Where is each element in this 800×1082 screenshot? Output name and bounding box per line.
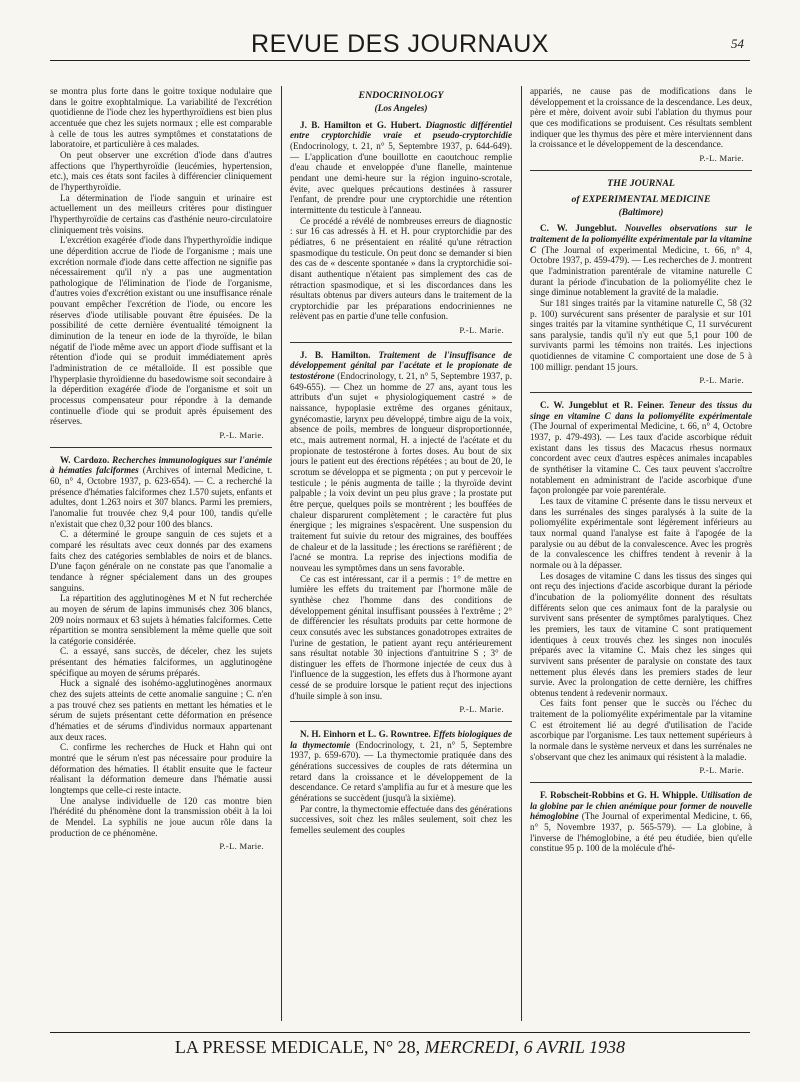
article-abstract <box>530 790 752 854</box>
paragraph: C. confirme les recherches de Huck et Hahn qui ont montré que le sérum n'est pas nécessaire pour produire la déformation des hématies. Il établit ensuite que le facteur réalisant la déformation demeure dans l'hématie aussi longtemps que celle-ci reste intacte. <box>50 742 272 795</box>
paragraph: Huck a signalé des isohémo-agglutinogènes anormaux chez des sujets atteints de cette anomalie sanguine ; C. n'en a pas trouvé chez ses patients en mettant les hématies et le sérum de sujets présentant cette déformation en présence d'hématies et de sérums d'individus normaux appartenant aux deux races. <box>50 678 272 742</box>
article-title: Diagnostic différentiel entre cryptorchidie vraie et pseudo-cryptorchidie <box>290 119 512 141</box>
article-separator <box>530 170 752 171</box>
section-heading: THE JOURNAL <box>607 177 675 189</box>
article-authors: C. W. Jungeblut et R. Feiner. <box>540 400 665 411</box>
article-authors: F. Robscheit-Robbins et G. H. Whipple. <box>540 790 698 801</box>
paragraph: On peut observer une excrétion d'iode dans d'autres affections que l'hyperthyroïdie (leucémies, hypertension, etc.), mais ces états sont faciles à différencier cliniquement de l'hyperthyroïdie. <box>50 149 272 192</box>
article-reference: (Endocrinology, t. 21, n° 5, Septembre 1937, p. 659-670). — La thymectomie pratiquée dans des générations successives de couples de rats détermina un retard dans la croissance et le développement de la descendance. Ce retard s'amplifia au fur et à mesure que les générations se succèdent (jusqu'à la sixième). <box>290 739 512 804</box>
article-separator <box>530 392 752 393</box>
article-columns <box>50 86 752 1021</box>
paragraph: C. a déterminé le groupe sanguin de ces sujets et a comparé les résultats avec ceux donnés par des examens faits chez des catégories semblables de noirs et de blancs. D'une façon générale on ne constate pas que l'anomalie a tendance à régner spécialement dans un des groupes sanguins. <box>50 529 272 593</box>
article-authors: J. B. Hamilton et G. Hubert. <box>300 119 422 130</box>
article-reference: (The Journal of experimental Medicine, t. 66, n° 4, Octobre 1937, p. 479-493). — Les taux d'acide ascorbique réduit existant dans les tissus des Macacus rhesus normaux concordent avec ceux d'autres espèces animales incapables de synthétiser la vitamine C. Ces taux peuvent s'accroître notablement en administrant de l'acide ascorbique d'une façon prolongée par voie parentérale. <box>530 421 752 496</box>
paragraph: Les dosages de vitamine C dans les tissus des singes qui ont reçu des injections d'acide ascorbique durant la période d'incubation de la poliomyélite donnent des résultats différents selon que ces animaux font de la paralysie ou survivent sans présenter de symptômes paralytiques. Chez les premiers, les taux de vitamine C sont pratiquement identiques à ceux trouvés chez les singes non inoculés préparés avec la vitamine C. Mais chez les singes qui survivent sans présenter de paralysie on constate des taux nettement plus élevés dans les premiers stades de leur survie. Avec la prolongation de cette dernière, les chiffres obtenus tendent à redevenir normaux. <box>530 570 752 698</box>
article-abstract <box>50 455 272 530</box>
article-abstract <box>290 729 512 804</box>
paragraph: Ces faits font penser que le succès ou l'échec du traitement de la poliomyélite expérimentale par la vitamine C est étroitement lié au degré d'utilisation de l'acide ascorbique par l'organisme. Les taux nettement supérieurs à la normale dans le système nerveux et dans les surrénales ne s'observant que chez les animaux qui résistent à la maladie. <box>530 698 752 762</box>
section-heading: ENDOCRINOLOGY <box>358 90 444 101</box>
article-separator <box>530 782 752 783</box>
paragraph: Une analyse individuelle de 120 cas montre bien l'hérédité du phénomène dont la transmission obéit à la loi de Mendel. La syphilis ne joue aucun rôle dans la production de ce phénomène. <box>50 795 272 838</box>
page-header <box>50 30 750 61</box>
article-authors: N. H. Einhorn et L. G. Rowntree. <box>300 729 431 740</box>
footer-date: MERCREDI, 6 AVRIL 1938 <box>424 1037 626 1057</box>
section-subheading: (Los Angeles) <box>374 104 428 114</box>
section-heading-line2: of EXPERIMENTAL MEDICINE <box>571 193 711 205</box>
article-reference: (Endocrinology, t. 21, n° 5, Septembre 1937, p. 644-649). — L'application d'une bouillotte en caoutchouc remplie d'eau chaude et enveloppée d'une flanelle, maintenue pendant une demi-heure sur la région inguino-scrotale, évite, avec quelques précautions destinées à rassurer l'enfant, de prendre pour une cryptorchidie une rétention intermittente du testicule à l'anneau. <box>290 140 512 215</box>
article-title: Teneur des tissus du singe en vitamine C dans la poliomyélite expérimentale <box>530 400 752 421</box>
article-reference: (The Journal of experimental Medicine, t. 66, n° 4, Octobre 1937, p. 459-479). — Les recherches de J. montrent que l'administration parentérale de vitamine naturelle C durant la période d'incubation de la poliomyélite chez le singe diminue notablement la gravité de la maladie. <box>530 244 752 298</box>
paragraph: se montra plus forte dans le goitre toxique nodulaire que dans le goitre exophtalmique. La variabilité de l'excrétion quotidienne de l'iode chez les hyperthyroïdiens est bien plus accentuée que chez les sujets normaux ; elle est comparable à celle de tous les autres symptômes et constatations de laboratoire, et particulière à ces malades. <box>50 86 272 150</box>
paragraph: La détermination de l'iode sanguin et urinaire est actuellement un des meilleurs critères pour distinguer l'hyperthyroïdie de certains cas d'asthénie neuro-circulatoire cliniquement très voisins. <box>50 192 272 235</box>
article-title: Utilisation de la globine par le chien anémique pour former de nouvelle hémoglobine <box>530 790 752 822</box>
article-reference: (Archives of internal Medicine, t. 60, n° 4, Octobre 1937, p. 623-654). — C. a recherché la présence d'hématies falciformes chez 1.570 sujets, enfants et adultes, dont 1.263 noirs et 307 blancs. Parmi les premiers, l'anomalie fut trouvée chez 9,4 pour 100, tandis qu'elle n'existait que chez 0,32 pour 100 des blancs. <box>50 465 272 529</box>
article-title: Effets biologiques de la thymectomie <box>290 729 512 750</box>
column-left <box>50 86 272 1021</box>
article-reference: (Endocrinology, t. 21, n° 5, Septembre 1937, p. 649-655). — Chez un homme de 27 ans, ayant tous les attributs d'un sujet « physiologiquement castré » de naissance, hypoplasie extrême des organes génitaux, gynécomastie, larynx peu développé, timbre aigu de la voix, absence de poils, membres de longueur disproportionnée, etc., mais autrement normal, H. a injecté de l'acétate et du propionate de testostérone à fortes doses. Au bout de six jours le patient eut des érections répétées ; au bout de 20, le scrotum se développa et se pigmenta ; on put y percevoir le testicule ; le pénis augmenta de taille ; la thyroïde devint palpable ; la voix devint un peu plus grave ; la prostate put être perçue, quelques poils se montrèrent ; les bouffées de chaleur disparurent complètement ; le caractère fut plus énergique ; les migraines s'espacèrent. Une suspension du traitement fut suivie du retour des migraines, des bouffées de chaleur et de la lassitude ; les érections se raréfièrent ; de l'acné se montra. La reprise des injections modifia de nouveau les symptômes dans un sens favorable. <box>290 371 512 573</box>
author-signature: P.-L. Marie. <box>459 325 504 336</box>
page-footer <box>50 1032 750 1058</box>
paragraph: Ce cas est intéressant, car il a permis : 1° de mettre en lumière les effets du traitement par l'hormone mâle de synthèse chez l'homme dans des conditions de développement génital insuffisant poussées à l'extrême ; 2° de différencier les résultats produits par cette hormone de ceux consutés avec les substances gonadotropes extraites de l'urine de gestation, le patient ayant reçu antérieurement sans résultat notable 30 injections d'antuitrine S ; 3° de distinguer les effets de l'hormone injectée de ceux dus à l'influence de la suggestion, les effets dus à l'hormone ayant cessé de se produire lorsque le patient reçut des injections d'huile simple à son insu. <box>290 573 512 701</box>
article-separator <box>290 721 512 722</box>
paragraph: Sur 181 singes traités par la vitamine naturelle C, 58 (32 p. 100) survécurent sans présenter de paralysie et sur 101 singes traités par la vitamine synthétique C, 11 survécurent sans paralysie, tandis qu'il n'y eut que 5,1 pour 100 de survivants parmi les témoins non traités. Les injections quotidiennes de vitamine C comportaient une dose de 5 à 100 milligr. pendant 15 jours. <box>530 297 752 372</box>
author-signature: P.-L. Marie. <box>459 704 504 715</box>
footer-publication: LA PRESSE MEDICALE, N° 28, <box>174 1037 421 1057</box>
article-abstract <box>530 400 752 496</box>
column-right <box>530 86 752 1021</box>
article-separator <box>50 447 272 448</box>
section-subheading: (Baltimore) <box>618 207 664 218</box>
article-authors: J. B. Hamilton. <box>300 349 371 360</box>
paragraph: Les taux de vitamine C présente dans le tissu nerveux et dans les surrénales des singes paralysés à la suite de la poliomyélite expérimentale sont légèrement inférieurs au taux normal quand l'analyse est faite à l'apogée de la paralysie ou au début de la convalescence. Avec les progrès de la convalescence les chiffres tendent à revenir à la normale ou à la dépasser. <box>530 496 752 570</box>
article-abstract <box>290 350 512 574</box>
article-reference: (The Journal of experimental Medicine, t. 66, n° 5, Novembre 1937, p. 565-579). — La globine, à l'inverse de l'hémoglobine, a été peu étudiée, bien qu'elle constitue 95 p. 100 de la molécule d'hé- <box>530 811 752 854</box>
author-signature: P.-L. Marie. <box>699 765 744 776</box>
paragraph: Par contre, la thymectomie effectuée dans des générations successives, soit chez les mâles seulement, soit chez les femelles seulement des couples <box>290 803 512 835</box>
journal-title: REVUE DES JOURNAUX <box>251 30 549 58</box>
paragraph: appariés, ne cause pas de modifications dans le développement et la croissance de la descendance. Les deux, père et mère, doivent avoir subi l'ablation du thymus pour que ces modifications se produisent. Ces résultats semblent indiquer que les thymus des père et mère interviennent dans la croissance et le développement de la descendance. <box>530 86 752 150</box>
author-signature: P.-L. Marie. <box>699 152 744 163</box>
column-middle <box>290 86 512 1021</box>
author-signature: P.-L. Marie. <box>219 841 264 852</box>
column-divider <box>521 86 522 1021</box>
article-authors: W. Cardozo. <box>60 454 110 465</box>
author-signature: P.-L. Marie. <box>699 375 744 386</box>
article-title: Recherches immunologiques sur l'anémie à hématies falciformes <box>50 454 272 476</box>
paragraph: C. a essayé, sans succès, de déceler, chez les sujets présentant des hématies falciformes, un agglutinogène spécifique au moyen de sérums préparés. <box>50 646 272 678</box>
article-authors: C. W. Jungeblut. <box>540 223 617 234</box>
page-number: 54 <box>731 36 744 51</box>
author-signature: P.-L. Marie. <box>219 430 264 440</box>
article-abstract <box>290 120 512 216</box>
paragraph: Ce procédé a révélé de nombreuses erreurs de diagnostic : sur 16 cas adressés à H. et H. pour cryptorchidie par des pédiatres, 6 ne présentaient en réalité qu'une rétraction spasmodique du testicule. On peut donc se demander si bien des cas de « descente spontanée » dans la cryptorchidie soi-disant authentique n'étaient pas simplement des cas de rétraction spasmodique, et si les discordances dans les résultats obtenus par divers auteurs dans le traitement de la cryptorchidie par les préparations endocriniennes ne relèvent pas en partie d'une telle confusion. <box>290 215 512 322</box>
article-title: Traitement de l'insuffisance de développement génital par l'acétate et le propionate de testostérone <box>290 349 512 382</box>
column-divider <box>281 86 282 1021</box>
article-title: Nouvelles observations sur le traitement de la poliomyélite expérimentale par la vitamine C <box>530 223 752 255</box>
article-separator <box>290 342 512 343</box>
paragraph: L'excrétion exagérée d'iode dans l'hyperthyroïdie indique une déperdition accrue de l'iode de l'organisme ; mais une excrétion normale d'iode dans cette affection ne signifie pas nécessairement qu'il n'y a pas une augmentation pathologique de l'élimination de l'iode de l'organisme, d'autres voies d'excrétion existant ou une insuffisance rénale pouvant empêcher l'excrétion de l'iode, ou encore les réserves d'iode utilisable pouvant être épuisées. De la possibilité de cette dernière éventualité témoignent la diminution de la teneur en iode de la thyroïde, le bilan négatif de l'iode même avec un apport d'iode suffisant et la rétention d'iode qui se produit immédiatement après l'administration de ce métalloïde. Il est possible que l'hyperplasie thyroïdienne du basedowisme soit secondaire à la déperdition exagérée d'iode de l'organisme et soit un processus compensateur pour répondre à la demande continuelle d'iode qui se produit après épuisement des réserves. <box>50 235 272 427</box>
article-abstract <box>530 223 752 298</box>
paragraph: La répartition des agglutinogènes M et N fut recherchée au moyen de sérum de lapins immunisés chez 306 blancs, 209 noirs normaux et 63 sujets à hématies falciformes. Cette répartition se montra sensiblement la même quelle que soit la catégorie considérée. <box>50 593 272 646</box>
